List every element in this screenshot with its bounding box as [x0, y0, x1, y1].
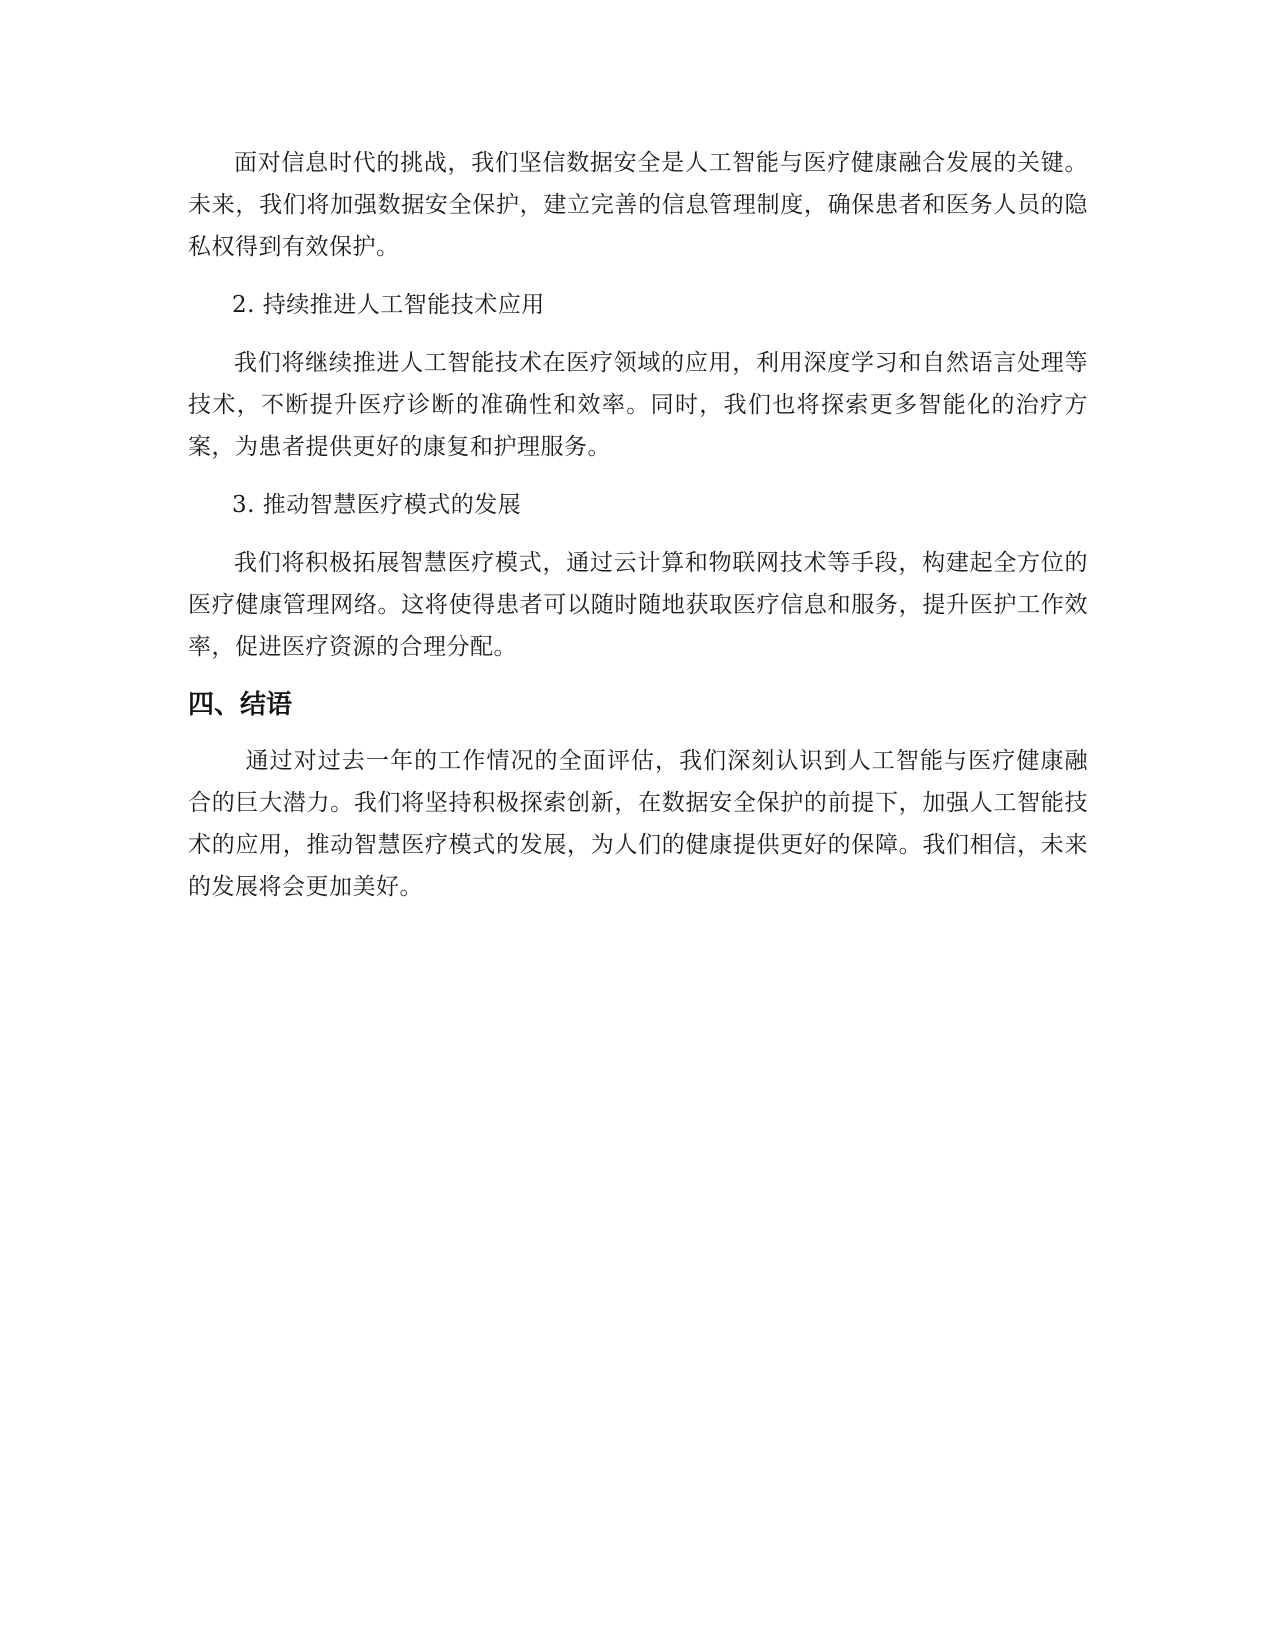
list-item-smart-healthcare-title: 3. 推动智慧医疗模式的发展	[232, 492, 522, 518]
document-body	[188, 142, 1088, 908]
paragraph-conclusion: 通过对过去一年的工作情况的全面评估，我们深刻认识到人工智能与医疗健康融合的巨大潜力。我们将坚持积极探索创新，在数据安全保护的前提下，加强人工智能技术的应用，推动智慧医疗模式的发展，为人们的健康提供更好的保障。我们相信，未来的发展将会更加美好。	[188, 748, 1088, 900]
section-heading-conclusion: 四、结语	[188, 690, 293, 720]
paragraph-ai-application: 我们将继续推进人工智能技术在医疗领域的应用，利用深度学习和自然语言处理等技术，不断提升医疗诊断的准确性和效率。同时，我们也将探索更多智能化的治疗方案，为患者提供更好的康复和护理服务。	[188, 350, 1088, 460]
paragraph-smart-healthcare: 我们将积极拓展智慧医疗模式，通过云计算和物联网技术等手段，构建起全方位的医疗健康管理网络。这将使得患者可以随时随地获取医疗信息和服务，提升医护工作效率，促进医疗资源的合理分配。	[188, 550, 1088, 660]
paragraph-data-security: 面对信息时代的挑战，我们坚信数据安全是人工智能与医疗健康融合发展的关键。未来，我们将加强数据安全保护，建立完善的信息管理制度，确保患者和医务人员的隐私权得到有效保护。	[188, 150, 1088, 260]
list-item-ai-application-title: 2. 持续推进人工智能技术应用	[232, 292, 545, 318]
